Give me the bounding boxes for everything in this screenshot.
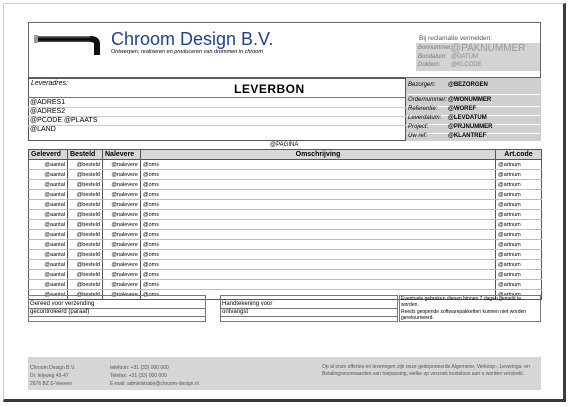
company-tagline: Ontwerpen, realiseren en produceren van drommen in chroom <box>111 49 263 55</box>
reclamatie-rows <box>418 43 540 70</box>
table-cell: @aantal <box>29 200 68 210</box>
company-name: Chroom Design B.V. <box>111 29 274 49</box>
table-cell: @aantal <box>29 160 68 170</box>
reclamatie-heading: Bij reclamatie vermelden: <box>419 35 492 42</box>
table-cell: @aantal <box>29 260 68 270</box>
column-header: Omschrijving <box>141 150 496 160</box>
signoff-label: Gereed voor verzending <box>30 301 95 307</box>
table-cell: @oms <box>141 260 496 270</box>
signoff-label: Handtekening voor <box>222 301 273 307</box>
table-row <box>29 260 542 270</box>
table-row <box>29 170 542 180</box>
footer-terms: Op al onze offertes en leveringen zijn onze gedeponeerde Algemene, Verkoop-, Leverings- en Betalingsvoorwaarden van toepassing, welke op verzoek kosteloos aan u worden verstrekt. <box>322 364 530 377</box>
divider <box>220 316 398 317</box>
table-cell: @aantal <box>29 230 68 240</box>
footer-line: Telefax: +31 (33) 000 000 <box>110 373 167 379</box>
table-cell: @besteld <box>68 260 103 270</box>
table-cell: @oms <box>141 250 496 260</box>
info-value: @KLANTREF <box>448 133 487 139</box>
chrome-pipe-logo <box>34 28 108 56</box>
page-number: @PAGINA <box>270 142 299 148</box>
reclamatie-label: Bondatum: <box>418 54 448 60</box>
reclamatie-label: Bonnummer: <box>418 45 453 51</box>
info-label: Uw ref: <box>408 133 428 139</box>
table-cell: @aantal <box>29 210 68 220</box>
table-cell: @aantal <box>29 190 68 200</box>
table-cell: @oms <box>141 160 496 170</box>
footer-company <box>30 364 75 388</box>
signoff-note: Reeds geopende softwarepakketten kunnen niet worden geretourneerd. <box>401 309 527 321</box>
address-line: @LAND <box>30 126 56 133</box>
table-cell: @aantal <box>29 180 68 190</box>
table-row <box>29 160 542 170</box>
table-row <box>29 210 542 220</box>
table-cell: @artnum <box>496 230 542 240</box>
table-cell: @artnum <box>496 160 542 170</box>
table-cell: @nalevere <box>103 230 141 240</box>
footer-line: 2676 BZ S-Veeven <box>30 381 72 387</box>
address-box <box>28 78 406 141</box>
table-cell: @oms <box>141 200 496 210</box>
reclamatie-row-dokbon <box>418 62 540 70</box>
table-cell: @nalevere <box>103 250 141 260</box>
table-cell: @besteld <box>68 210 103 220</box>
table-cell: @artnum <box>496 260 542 270</box>
column-header: Art.code <box>496 150 542 160</box>
info-value: @WOREF <box>448 106 477 112</box>
info-value: @LEVDATUM <box>448 115 487 121</box>
address-line: @ADRES1 <box>30 99 66 106</box>
table-cell: @oms <box>141 280 496 290</box>
reclamatie-value: @PAKNUMMER <box>451 43 526 54</box>
table-cell: @oms <box>141 230 496 240</box>
table-row <box>29 250 542 260</box>
divider <box>28 316 206 317</box>
table-cell: @aantal <box>29 250 68 260</box>
table-cell: @aantal <box>29 220 68 230</box>
table-cell: @artnum <box>496 280 542 290</box>
footer-line: telefoon: +31 (33) 000 000 <box>110 365 169 371</box>
table-cell: @artnum <box>496 250 542 260</box>
table-cell: @besteld <box>68 180 103 190</box>
info-value: @WONUMMER <box>448 97 492 103</box>
info-value: @BEZORGEN <box>448 82 488 88</box>
table-cell: @besteld <box>68 160 103 170</box>
footer-line: E-mail: administratie@chroom-design.nl <box>110 381 199 387</box>
column-header: Geleverd <box>29 150 68 160</box>
table-cell: @aantal <box>29 280 68 290</box>
footer-line: Dr. lelyweg 45-47 <box>30 373 69 379</box>
footer-contact <box>110 364 199 388</box>
table-cell: @oms <box>141 270 496 280</box>
table-cell: @nalevere <box>103 160 141 170</box>
table-row <box>29 270 542 280</box>
table-cell: @nalevere <box>103 220 141 230</box>
table-cell: @nalevere <box>103 270 141 280</box>
table-cell: @besteld <box>68 170 103 180</box>
table-cell: @nalevere <box>103 210 141 220</box>
table-cell: @nalevere <box>103 280 141 290</box>
info-value: @PRJNUMMER <box>448 124 493 130</box>
address-line: @ADRES2 <box>30 108 66 115</box>
table-cell: @besteld <box>68 220 103 230</box>
table-cell: @nalevere <box>103 240 141 250</box>
table-cell: @aantal <box>29 270 68 280</box>
table-row <box>29 180 542 190</box>
table-cell: @nalevere <box>103 290 141 300</box>
table-cell: @nalevere <box>103 170 141 180</box>
info-row-bezorgen <box>407 79 540 95</box>
table-cell: @nalevere <box>103 200 141 210</box>
table-row <box>29 190 542 200</box>
reclamatie-value: @DATUM <box>451 54 478 60</box>
table-body <box>29 160 542 300</box>
column-header: Besteld <box>68 150 103 160</box>
column-header: Nalevere <box>103 150 141 160</box>
info-label: Project: <box>408 124 429 130</box>
items-table <box>28 149 542 300</box>
table-cell: @besteld <box>68 290 103 300</box>
table-cell: @aantal <box>29 290 68 300</box>
table-cell: @besteld <box>68 250 103 260</box>
footer-line: Chroom Design B.V. <box>30 365 76 371</box>
table-cell: @artnum <box>496 190 542 200</box>
table-cell: @oms <box>141 180 496 190</box>
info-label: Leverdatum: <box>408 115 442 121</box>
table-cell: @aantal <box>29 170 68 180</box>
divider <box>28 107 406 108</box>
signoff-note: Eventuele gebreken dienen binnen 7 dagen gemeld te worden. <box>401 296 522 308</box>
table-row <box>29 280 542 290</box>
table-cell: @oms <box>141 170 496 180</box>
signoff-label: gecontroleerd (paraaf) <box>30 309 90 315</box>
info-label: Bezorgen: <box>408 82 436 88</box>
table-cell: @aantal <box>29 240 68 250</box>
table-cell: @artnum <box>496 210 542 220</box>
table-cell: @artnum <box>496 240 542 250</box>
reclamatie-row-bondatum <box>418 54 540 62</box>
signoff-label: ontvangst <box>222 309 249 315</box>
table-row <box>29 220 542 230</box>
table-cell: @artnum <box>496 170 542 180</box>
table-cell: @nalevere <box>103 190 141 200</box>
table-row <box>29 230 542 240</box>
table-cell: @oms <box>141 290 496 300</box>
table-cell: @nalevere <box>103 180 141 190</box>
table-cell: @oms <box>141 210 496 220</box>
table-cell: @besteld <box>68 270 103 280</box>
table-cell: @artnum <box>496 180 542 190</box>
table-cell: @besteld <box>68 230 103 240</box>
table-cell: @artnum <box>496 270 542 280</box>
table-cell: @oms <box>141 240 496 250</box>
reclamatie-value: @KLCODE <box>451 62 482 68</box>
divider <box>28 125 406 126</box>
table-cell: @besteld <box>68 280 103 290</box>
table-cell: @oms <box>141 220 496 230</box>
table-header-row <box>29 150 542 160</box>
leverbon-title: LEVERBON <box>234 82 305 96</box>
table-row <box>29 200 542 210</box>
table-cell: @nalevere <box>103 260 141 270</box>
info-row-uwref <box>407 131 540 143</box>
table-cell: @besteld <box>68 200 103 210</box>
info-label: Referentie: <box>408 106 438 112</box>
table-cell: @artnum <box>496 200 542 210</box>
table-cell: @besteld <box>68 190 103 200</box>
table-cell: @besteld <box>68 240 103 250</box>
divider <box>28 97 406 98</box>
table-cell: @artnum <box>496 290 542 300</box>
address-line: @PCODE @PLAATS <box>30 117 98 124</box>
info-label: Ordernummer: <box>408 97 448 103</box>
reclamatie-label: Dokbon: <box>418 62 441 68</box>
table-cell: @artnum <box>496 220 542 230</box>
address-label: Leveradres: <box>31 80 68 87</box>
reclamatie-row-bonnummer <box>418 43 540 54</box>
table-cell: @oms <box>141 190 496 200</box>
table-row <box>29 240 542 250</box>
